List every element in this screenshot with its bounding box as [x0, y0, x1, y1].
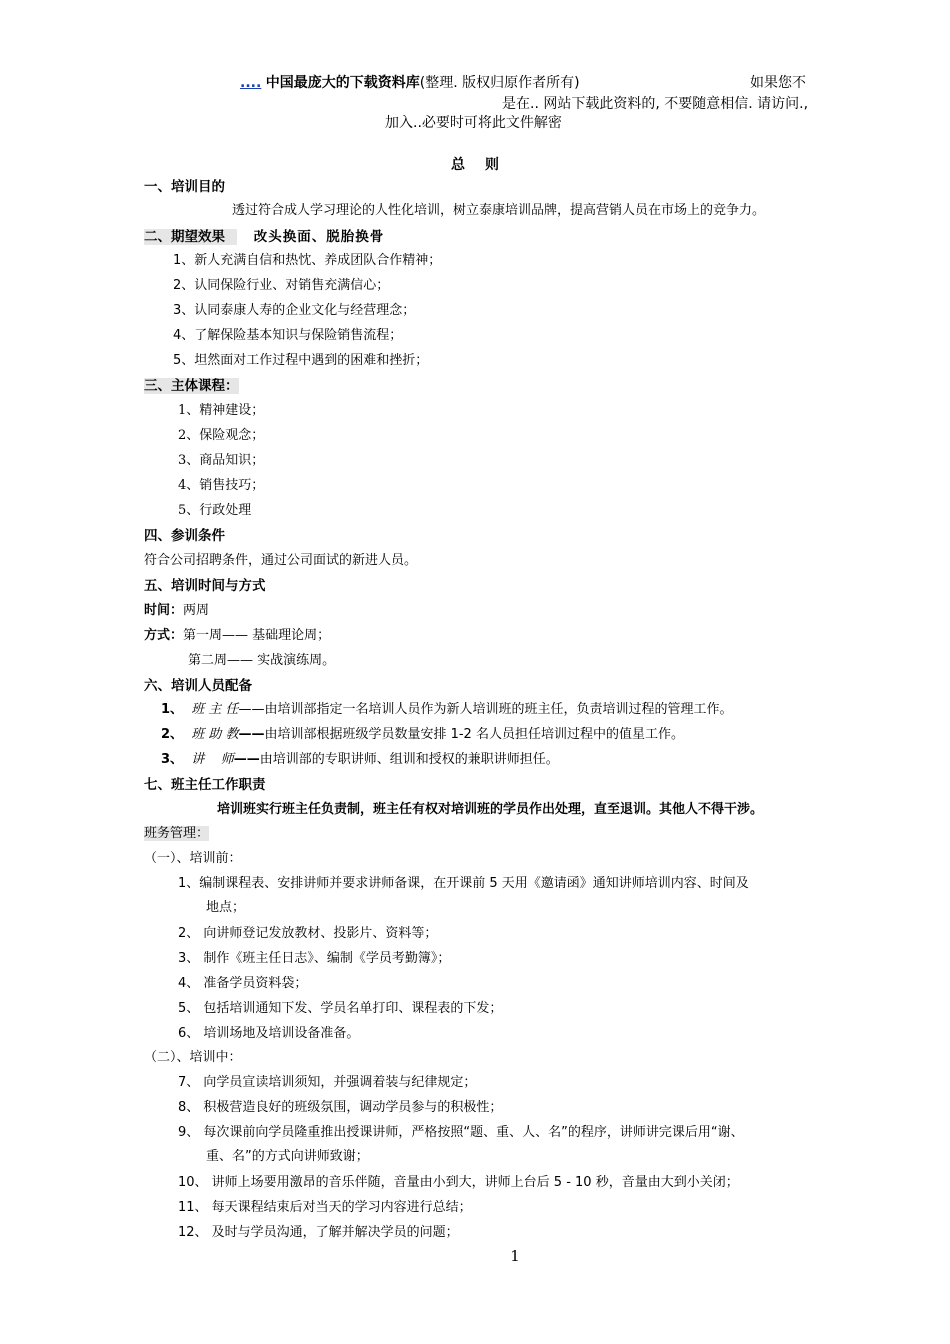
- staff-desc: 由培训部根据班级学员数量安排 1-2 名人员担任培训过程中的值星工作。: [264, 727, 684, 742]
- header-notice-start: 如果您不: [750, 75, 806, 91]
- section-1-heading: 一、培训目的: [144, 179, 225, 195]
- header-line-3: 加入..必要时可将此文件解密: [385, 115, 562, 131]
- staff-item: [161, 701, 732, 719]
- list-item: 4、销售技巧；: [178, 478, 265, 493]
- list-item: 10、 讲师上场要用激昂的音乐伴随，音量由小到大，讲师上台后 5 - 10 秒，音量由大到小关闭；: [178, 1175, 739, 1190]
- staff-dash: ——: [233, 752, 260, 767]
- mode-label: 方式：: [144, 628, 184, 643]
- mode-week-1: 第一周—— 基础理论周；: [183, 628, 331, 643]
- section-2-heading: [144, 228, 384, 246]
- training-time: [144, 602, 209, 620]
- list-item: 重、名”的方式向讲师致谢；: [206, 1149, 369, 1164]
- section-7-heading: 七、班主任工作职责: [144, 777, 266, 793]
- section-1-text: 透过符合成人学习理论的人性化培训，树立泰康培训品牌，提高营销人员在市场上的竞争力。: [232, 203, 766, 218]
- section-6-heading: 六、培训人员配备: [144, 678, 252, 694]
- list-item: 7、 向学员宣读培训须知，并强调着装与纪律规定；: [178, 1075, 477, 1090]
- section-7-sub: [144, 825, 209, 843]
- list-item: 1、新人充满自信和热忱、养成团队合作精神；: [173, 253, 442, 268]
- during-training-heading: （二）、培训中：: [144, 1050, 242, 1065]
- staff-dash: ——: [238, 702, 265, 717]
- section-2-heading-label: 二、期望效果: [144, 229, 237, 245]
- list-item: 4、了解保险基本知识与保险销售流程；: [173, 328, 403, 343]
- staff-dash: ——: [238, 727, 265, 742]
- list-item: 8、 积极营造良好的班级氛围，调动学员参与的积极性；: [178, 1100, 503, 1115]
- section-7-text: 培训班实行班主任负责制，班主任有权对培训班的学员作出处理，直至退训。其他人不得干涉。: [217, 802, 764, 817]
- mode-week-2: 第二周—— 实战演练周。: [188, 653, 336, 668]
- list-item: 3、 制作《班主任日志》、编制《学员考勤簿》；: [178, 951, 451, 966]
- list-item: 2、认同保险行业、对销售充满信心；: [173, 278, 390, 293]
- header-line-2: 是在.. 网站下载此资料的, 不要随意相信. 请访问.,: [502, 96, 809, 112]
- staff-role: 讲 师: [191, 752, 234, 767]
- list-item: 9、 每次课前向学员隆重推出授课讲师，严格按照“题、重、人、名”的程序，讲师讲完课后用“谢、: [178, 1125, 744, 1140]
- time-value: 两周: [183, 603, 210, 618]
- list-item: 5、坦然面对工作过程中遇到的困难和挫折；: [173, 353, 429, 368]
- before-training-heading: （一）、培训前：: [144, 851, 242, 866]
- time-label: 时间：: [144, 603, 184, 618]
- section-4-text: 符合公司招聘条件，通过公司面试的新进人员。: [144, 553, 418, 568]
- staff-item: [161, 751, 559, 769]
- list-item: 4、 准备学员资料袋；: [178, 976, 308, 991]
- training-mode: [144, 627, 330, 645]
- staff-num: 1、: [161, 702, 184, 717]
- section-3-heading-label: 三、主体课程：: [144, 378, 239, 394]
- section-5-heading: 五、培训时间与方式: [144, 578, 266, 594]
- class-management-label: 班务管理：: [144, 826, 210, 841]
- list-item: 6、 培训场地及培训设备准备。: [178, 1026, 360, 1041]
- staff-num: 3、: [161, 752, 184, 767]
- list-item: 5、行政处理: [178, 503, 252, 518]
- list-item: 地点；: [206, 900, 246, 915]
- list-item: 2、保险观念；: [178, 428, 265, 443]
- section-4-heading: 四、参训条件: [144, 528, 225, 544]
- section-2-slogan: 改头换面、脱胎换骨: [253, 229, 385, 245]
- list-item: 3、认同泰康人寿的企业文化与经营理念；: [173, 303, 416, 318]
- header-dots-link[interactable]: ....: [240, 75, 262, 91]
- staff-num: 2、: [161, 727, 184, 742]
- list-item: 5、 包括培训通知下发、学员名单打印、课程表的下发；: [178, 1001, 503, 1016]
- list-item: 1、精神建设；: [178, 403, 265, 418]
- staff-role: 班 助 教: [191, 727, 239, 742]
- header-site-name: 中国最庞大的下载资料库: [265, 75, 420, 91]
- list-item: 2、 向讲师登记发放教材、投影片、资料等；: [178, 926, 438, 941]
- staff-item: [161, 726, 684, 744]
- list-item: 3、商品知识；: [178, 453, 265, 468]
- staff-role: 班 主 任: [191, 702, 239, 717]
- staff-desc: 由培训部的专职讲师、组训和授权的兼职讲师担任。: [259, 752, 559, 767]
- header-copyright: (整理. 版权归原作者所有): [419, 75, 580, 91]
- document-title: 总则: [451, 157, 519, 173]
- list-item: 1、编制课程表、安排讲师并要求讲师备课，在开课前 5 天用《邀请函》通知讲师培训内容、时间及: [178, 876, 749, 891]
- page-number: 1: [510, 1247, 520, 1265]
- staff-desc: 由培训部指定一名培训人员作为新人培训班的班主任，负责培训过程的管理工作。: [264, 702, 733, 717]
- section-3-heading: [144, 377, 239, 395]
- list-item: 11、 每天课程结束后对当天的学习内容进行总结；: [178, 1200, 472, 1215]
- header-line-1: [240, 72, 950, 92]
- list-item: 12、 及时与学员沟通，了解并解决学员的问题；: [178, 1225, 459, 1240]
